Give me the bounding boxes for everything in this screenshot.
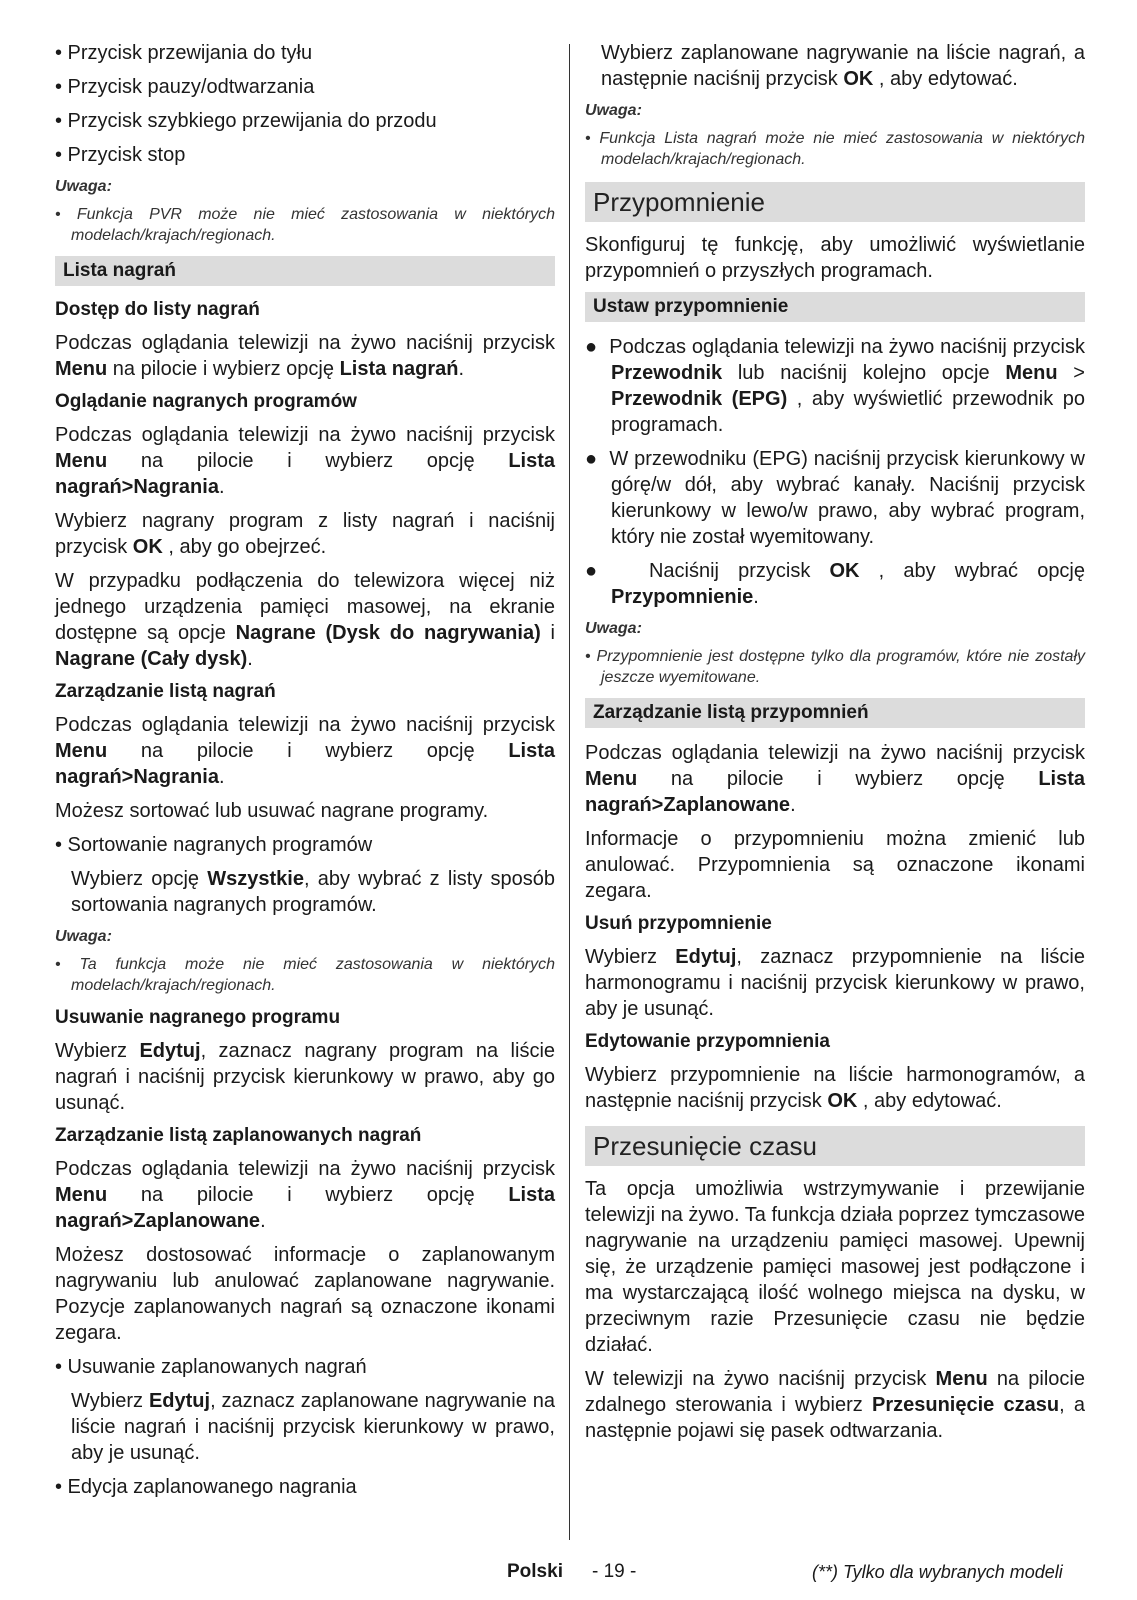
bullet-sortowanie: • Sortowanie nagranych programów [55, 834, 373, 856]
paragraph-informacje: Informacje o przypomnieniu można zmienić lub anulować. Przypomnienia są oznaczone ikonami zegara. [585, 828, 1085, 902]
heading-ogladanie: Oglądanie nagranych programów [55, 391, 357, 412]
footer-page-number: - 19 - [592, 1561, 637, 1582]
bullet-edycja: • Edycja zaplanowanego nagrania [55, 1476, 357, 1498]
section-bar-zarzadzanie-przypomnien: Zarządzanie listą przypomnień [585, 698, 1085, 728]
note-label: Uwaga: [55, 928, 112, 945]
paragraph-opcja: Ta opcja umożliwia wstrzymywanie i przewijanie telewizji na żywo. Ta funkcja działa poprzez tymczasowe nagrywanie na urządzeniu pamięci masowej. Upewnij się, że urządzenie pamięci masowej jest podłączone i ma wystarczającą ilość wolnego miejsca na dysku, w przeciwnym razie Przesunięcie czasu nie będzie działać. [585, 1178, 1085, 1356]
paragraph-dostep: Podczas oglądania telewizji na żywo naciśnij przycisk Menu na pilocie i wybierz opcję Lista nagrań. [55, 332, 555, 380]
paragraph-usun: Wybierz Edytuj, zaznacz przypomnienie na liście harmonogramu i naciśnij przycisk kierunkowy w prawo, aby je usunąć. [585, 946, 1086, 1020]
bullet-stop: • Przycisk stop [55, 144, 186, 166]
bullet-rewind: • Przycisk przewijania do tyłu [55, 42, 313, 64]
note-text: • Funkcja PVR może nie mieć zastosowania w niektórych modelach/krajach/regionach. [55, 206, 555, 244]
paragraph-telewizji: W telewizji na żywo naciśnij przycisk Menu na pilocie zdalnego sterowania i wybierz Przesunięcie czasu, a następnie pojawi się pasek odtwarzania. [585, 1368, 1085, 1442]
heading-usun: Usuń przypomnienie [585, 913, 772, 934]
dot-item: ● W przewodniku (EPG) naciśnij przycisk kierunkowy w górę/w dół, aby wybrać kanały. Naciśnij przycisk kierunkowy w lewo/w prawo, aby wybrać program, który nie został wyemitowany. [585, 448, 1085, 548]
paragraph-zarzadzanie: Podczas oglądania telewizji na żywo naciśnij przycisk Menu na pilocie i wybierz opcję Lista nagrań>Nagrania. [55, 714, 555, 788]
heading-zaplanowanych: Zarządzanie listą zaplanowanych nagrań [55, 1125, 422, 1146]
column-divider [569, 44, 570, 1540]
right-column [585, 40, 1085, 1452]
footer-language: Polski [507, 1561, 563, 1582]
paragraph-wybierz: Wybierz nagrany program z listy nagrań i naciśnij przycisk OK , aby go obejrzeć. [55, 510, 555, 558]
paragraph-ogladanie: Podczas oglądania telewizji na żywo naciśnij przycisk Menu na pilocie i wybierz opcję Lista nagrań>Nagrania. [55, 424, 555, 498]
heading-dostep: Dostęp do listy nagrań [55, 299, 260, 320]
note-text: • Ta funkcja może nie mieć zastosowania w niektórych modelach/krajach/regionach. [55, 956, 555, 994]
section-bar-ustaw: Ustaw przypomnienie [585, 292, 1085, 322]
footer-note: (**) Tylko dla wybranych modeli [812, 1562, 1063, 1582]
dot-item: ● Naciśnij przycisk OK , aby wybrać opcję Przypomnienie. [585, 560, 1086, 608]
paragraph-usuwanie-zaplanowanych: Wybierz Edytuj, zaznacz zaplanowane nagrywanie na liście nagrań i naciśnij przycisk kierunkowy w prawo, aby je usunąć. [71, 1390, 555, 1464]
paragraph-mozesz: Możesz sortować lub usuwać nagrane programy. [55, 800, 489, 822]
dot-item: ● Podczas oglądania telewizji na żywo naciśnij przycisk Przewodnik lub naciśnij kolejno opcje Menu > Przewodnik (EPG) , aby wyświetlić przewodnik po programach. [585, 336, 1086, 436]
section-bar-przesuniecie: Przesunięcie czasu [585, 1126, 1085, 1166]
paragraph-edycja: Wybierz zaplanowane nagrywanie na liście nagrań, a następnie naciśnij przycisk OK , aby edytować. [601, 42, 1085, 90]
note-label: Uwaga: [585, 620, 642, 637]
note-label: Uwaga: [55, 178, 112, 195]
note-text: • Przypomnienie jest dostępne tylko dla programów, które nie zostały jeszcze wyemitowane. [585, 648, 1085, 686]
paragraph-usuwanie: Wybierz Edytuj, zaznacz nagrany program na liście nagrań i naciśnij przycisk kierunkowy w prawo, aby go usunąć. [55, 1040, 556, 1114]
heading-zarzadzanie: Zarządzanie listą nagrań [55, 681, 276, 702]
note-label: Uwaga: [585, 102, 642, 119]
paragraph-przypadku: W przypadku podłączenia do telewizora więcej niż jednego urządzenia pamięci masowej, na ekranie dostępne są opcje Nagrane (Dysk do nagrywania) i Nagrane (Cały dysk). [55, 570, 556, 670]
paragraph-zaplanowanych: Podczas oglądania telewizji na żywo naciśnij przycisk Menu na pilocie i wybierz opcję Lista nagrań>Zaplanowane. [55, 1158, 555, 1232]
paragraph-edytowanie: Wybierz przypomnienie na liście harmonogramów, a następnie naciśnij przycisk OK , aby edytować. [585, 1064, 1085, 1112]
section-bar-lista-nagran: Lista nagrań [55, 256, 555, 286]
heading-edytowanie: Edytowanie przypomnienia [585, 1031, 830, 1052]
paragraph-zarzadzanie-przypomnien: Podczas oglądania telewizji na żywo naciśnij przycisk Menu na pilocie i wybierz opcję Lista nagrań>Zaplanowane. [585, 742, 1085, 816]
bullet-pause-play: • Przycisk pauzy/odtwarzania [55, 76, 315, 98]
paragraph-dostosowac: Możesz dostosować informacje o zaplanowanym nagrywaniu lub anulować zaplanowane nagrywanie. Pozycje zaplanowanych nagrań są oznaczone ikonami zegara. [55, 1244, 555, 1344]
paragraph-sortowanie: Wybierz opcję Wszystkie, aby wybrać z listy sposób sortowania nagranych programów. [71, 868, 555, 916]
bullet-fast-forward: • Przycisk szybkiego przewijania do przodu [55, 110, 437, 132]
heading-usuwanie: Usuwanie nagranego programu [55, 1007, 341, 1028]
left-column [55, 40, 555, 1508]
section-bar-przypomnienie: Przypomnienie [585, 182, 1085, 222]
paragraph-skonfiguruj: Skonfiguruj tę funkcję, aby umożliwić wyświetlanie przypomnień o przyszłych programach. [585, 234, 1085, 282]
note-text: • Funkcja Lista nagrań może nie mieć zastosowania w niektórych modelach/krajach/regionach. [585, 130, 1085, 168]
bullet-usuwanie-zaplanowanych: • Usuwanie zaplanowanych nagrań [55, 1356, 367, 1378]
